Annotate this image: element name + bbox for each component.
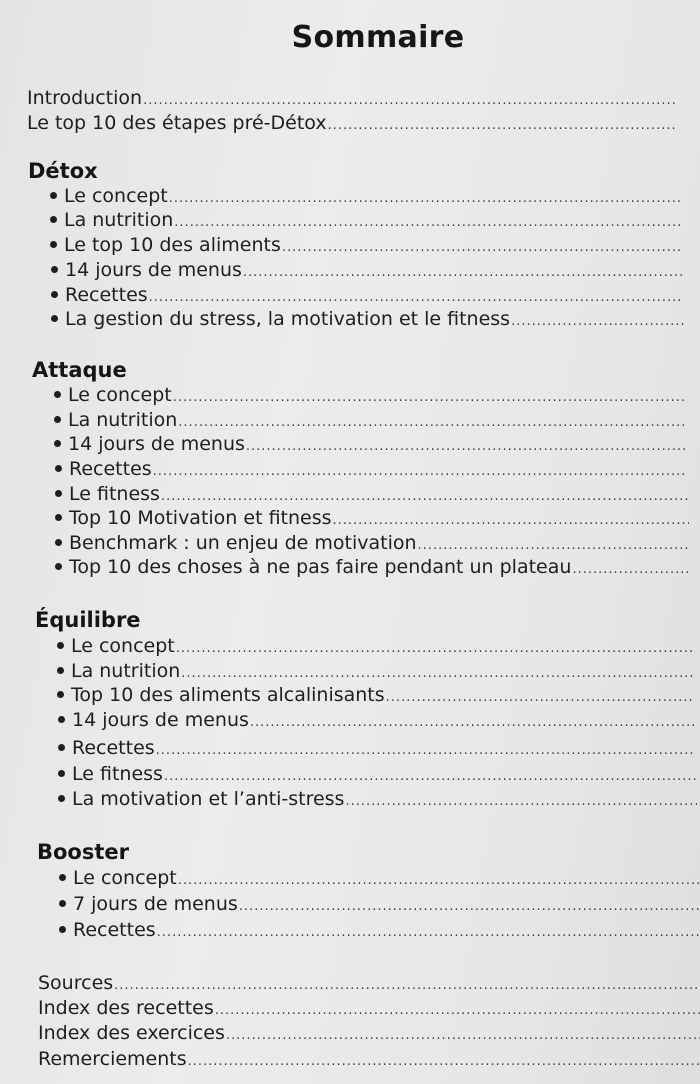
toc-entry-label: Le fitness <box>72 763 163 785</box>
toc-entry[interactable] <box>58 787 697 811</box>
toc-entry[interactable] <box>57 659 693 683</box>
bullet-icon <box>50 216 57 223</box>
toc-entry[interactable] <box>59 918 700 942</box>
toc-entry-label: 7 jours de menus <box>73 893 238 915</box>
toc-entry[interactable] <box>51 307 684 331</box>
bullet-icon <box>57 667 64 674</box>
bullet-icon <box>51 291 58 298</box>
dot-leader <box>143 89 677 113</box>
toc-entry[interactable] <box>57 683 694 707</box>
toc-entry-label: Index des recettes <box>38 997 214 1019</box>
bullet-icon <box>58 744 65 751</box>
toc-entry-label: 14 jours de menus <box>72 709 249 731</box>
dot-leader <box>156 739 695 763</box>
dot-leader <box>246 435 686 459</box>
toc-entry-label: Top 10 des choses à ne pas faire pendant un plateau <box>69 556 572 578</box>
toc-entry-label: Top 10 Motivation et fitness <box>69 507 332 529</box>
toc-entry[interactable] <box>58 708 695 732</box>
toc-entry-introduction[interactable] <box>27 86 677 110</box>
toc-entry[interactable] <box>50 233 682 257</box>
dot-leader <box>174 211 681 235</box>
toc-entry-label: Recettes <box>72 737 155 759</box>
dot-leader <box>178 869 700 893</box>
toc-entry-label: La motivation et l’anti-stress <box>72 788 345 810</box>
page-title: Sommaire <box>291 20 465 55</box>
bullet-icon <box>54 391 61 398</box>
toc-entry[interactable] <box>51 258 683 282</box>
toc-entry[interactable] <box>54 383 685 407</box>
dot-leader <box>572 558 690 582</box>
bullet-icon <box>51 315 58 322</box>
dot-leader <box>333 509 689 533</box>
bullet-icon <box>50 192 57 199</box>
bullet-icon <box>59 874 66 881</box>
toc-entry-label: Le top 10 des aliments <box>64 234 281 256</box>
section-heading-attaque: Attaque <box>32 358 127 382</box>
dot-leader <box>282 236 682 260</box>
toc-entry[interactable] <box>55 506 689 530</box>
dot-leader <box>173 386 685 410</box>
toc-entry-label: Top 10 des aliments alcalinisants <box>71 684 385 706</box>
bullet-icon <box>59 926 66 933</box>
toc-entry-label: La nutrition <box>64 209 174 231</box>
section-heading-equilibre: Équilibre <box>35 608 141 632</box>
toc-entry-label: Recettes <box>73 919 156 941</box>
toc-entry[interactable] <box>50 208 681 232</box>
bullet-icon <box>50 241 57 248</box>
bullet-icon <box>59 900 66 907</box>
toc-entry[interactable] <box>54 408 686 432</box>
toc-entry-label: Index des exercices <box>38 1022 225 1044</box>
toc-entry[interactable] <box>54 432 686 456</box>
toc-entry[interactable] <box>57 634 692 658</box>
toc-entry[interactable] <box>55 555 690 579</box>
bullet-icon <box>54 416 61 423</box>
toc-entry-label: Le fitness <box>69 483 160 505</box>
toc-entry-label: Recettes <box>65 284 148 306</box>
toc-entry-sources[interactable] <box>38 971 700 995</box>
dot-leader <box>215 999 700 1023</box>
toc-entry-label: 14 jours de menus <box>68 433 245 455</box>
toc-entry-label: La gestion du stress, la motivation et le fitness <box>65 308 511 330</box>
bullet-icon <box>55 465 62 472</box>
bullet-icon <box>55 514 62 521</box>
toc-entry-label: Sources <box>38 972 114 994</box>
toc-entry-index-recettes[interactable] <box>38 996 700 1020</box>
toc-entry-label: Le top 10 des étapes pré-Détox <box>27 112 327 134</box>
dot-leader <box>114 974 700 998</box>
toc-entry[interactable] <box>58 762 696 786</box>
toc-entry-pre-detox[interactable] <box>27 111 678 135</box>
toc-entry-label: Le concept <box>64 185 168 207</box>
dot-leader <box>188 1050 700 1074</box>
dot-leader <box>511 310 684 334</box>
bullet-icon <box>58 795 65 802</box>
toc-entry[interactable] <box>51 283 683 307</box>
toc-entry-label: Introduction <box>27 87 143 109</box>
dot-leader <box>176 637 692 661</box>
toc-entry[interactable] <box>50 184 680 208</box>
dot-leader <box>328 114 678 138</box>
toc-entry-label: Benchmark : un enjeu de motivation <box>69 532 417 554</box>
toc-entry-index-exercices[interactable] <box>38 1021 700 1045</box>
bullet-icon <box>58 716 65 723</box>
bullet-icon <box>54 440 61 447</box>
bullet-icon <box>57 691 64 698</box>
bullet-icon <box>55 490 62 497</box>
dot-leader <box>164 765 696 789</box>
dot-leader <box>157 921 700 945</box>
dot-leader <box>239 895 700 919</box>
toc-entry[interactable] <box>58 736 695 760</box>
bullet-icon <box>58 770 65 777</box>
toc-entry[interactable] <box>59 892 700 916</box>
toc-entry-remerciements[interactable] <box>38 1047 700 1071</box>
dot-leader <box>386 686 694 710</box>
bullet-icon <box>57 642 64 649</box>
bullet-icon <box>55 539 62 546</box>
toc-entry-label: La nutrition <box>71 660 181 682</box>
dot-leader <box>250 711 695 735</box>
dot-leader <box>153 460 687 484</box>
toc-entry-label: Le concept <box>71 635 175 657</box>
toc-entry-label: Le concept <box>68 384 172 406</box>
toc-entry[interactable] <box>55 531 689 555</box>
bullet-icon <box>51 266 58 273</box>
toc-entry[interactable] <box>55 457 687 481</box>
dot-leader <box>243 261 683 285</box>
bullet-icon <box>55 563 62 570</box>
toc-entry-label: 14 jours de menus <box>65 259 242 281</box>
toc-entry-label: Recettes <box>69 458 152 480</box>
toc-entry-label: Remerciements <box>38 1048 187 1070</box>
toc-entry[interactable] <box>55 482 688 506</box>
toc-entry-label: Le concept <box>73 867 177 889</box>
dot-leader <box>226 1024 700 1048</box>
toc-entry-label: La nutrition <box>68 409 178 431</box>
toc-entry[interactable] <box>59 866 700 890</box>
section-heading-detox: Détox <box>28 159 98 183</box>
section-heading-booster: Booster <box>37 840 129 864</box>
dot-leader <box>345 790 697 814</box>
